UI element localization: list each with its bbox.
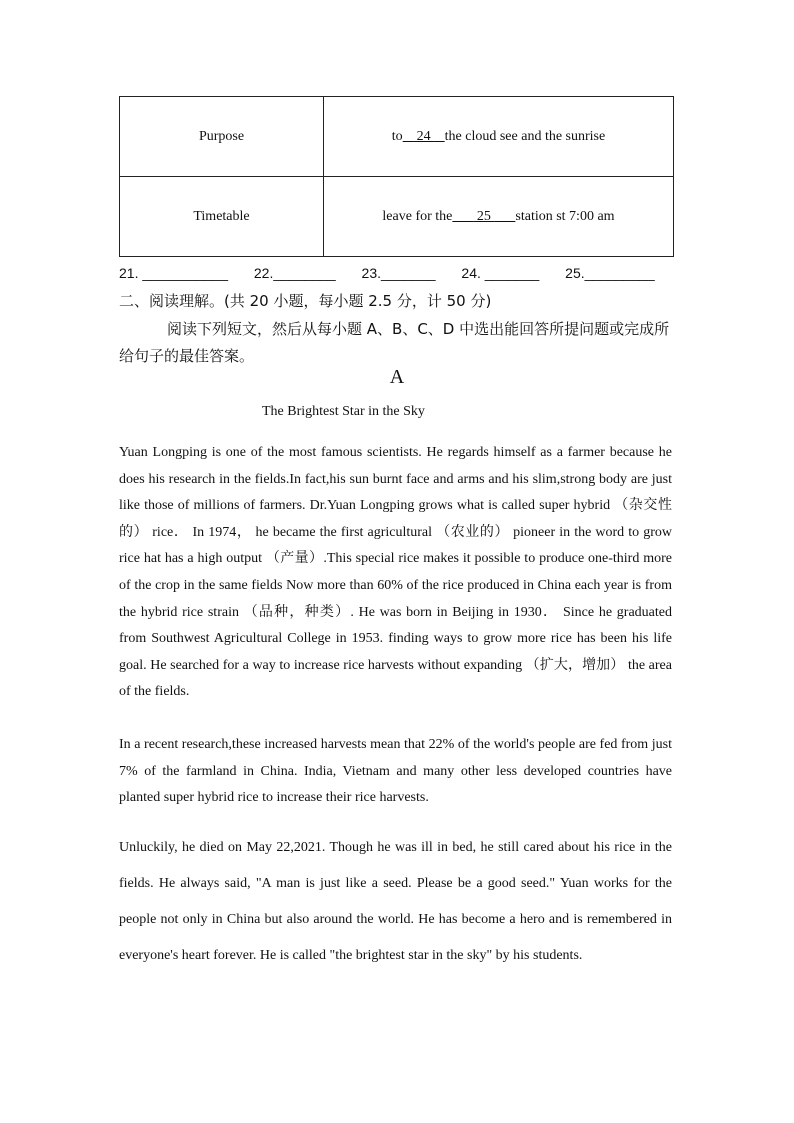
blank-25: 25 — [473, 208, 495, 224]
value-before: to — [391, 128, 403, 144]
section-instructions: 阅读下列短文，然后从每小题 A、B、C、D 中选出能回答所提问题或完成所给句子的最佳答案。 — [119, 320, 670, 365]
article-title: The Brightest Star in the Sky — [262, 404, 425, 419]
value-after: the cloud see and the sunrise — [444, 128, 606, 144]
info-table — [119, 96, 674, 257]
row-label: Timetable — [120, 177, 324, 257]
answer-22: 22.________ — [253, 265, 336, 281]
answer-blanks — [119, 265, 679, 281]
row-label: Purpose — [120, 97, 324, 177]
article-paragraph-3: Unluckily, he died on May 22,2021. Though he was ill in bed, he still cared about his rice in the fields. He always said, "A man is just like a seed. Please be a good seed." Yuan works for the people not only in China but also around the world. He has become a hero and is remembered in everyone's heart forever. He is called "the brightest star in the sky" by his students. — [119, 840, 672, 963]
value-before: leave for the — [382, 208, 453, 224]
table-row — [120, 97, 674, 177]
section-title: 二、阅读理解。(共 20 小题，每小题 2.5 分，计 50 分) — [119, 292, 492, 310]
answer-23: 23._______ — [361, 265, 436, 281]
table-row — [120, 177, 674, 257]
row-value — [324, 177, 674, 257]
answer-24: 24. _______ — [461, 265, 540, 281]
article-paragraph-1: Yuan Longping is one of the most famous scientists. He regards himself as a farmer because he does his research in the fields.In fact,his sun burnt face and arms and his slim,strong body are just like those of millions of farmers. Dr.Yuan Longping grows what is called super hybrid （杂交性的） rice． In 1974， he became the first agricultural （农业的） pioneer in the word to grow rice hat has a high output （产量）.This special rice makes it possible to produce one-third more of the crop in the same fields Now more than 60% of the rice produced in China each year is from the hybrid rice strain （品种，种类）. He was born in Beijing in 1930． Since he graduated from Southwest Agricultural College in 1953. finding ways to grow more rice has been his life goal. He searched for a way to increase rice harvests without expanding （扩大，增加） the area of the fields. — [119, 445, 672, 700]
value-after: station st 7:00 am — [515, 208, 615, 224]
article-paragraph-2: In a recent research,these increased harvests mean that 22% of the world's people are fed from just 7% of the farmland in China. India, Vietnam and many other less developed countries have planted super hybrid rice to increase their rice harvests. — [119, 737, 672, 806]
blank-24: 24 — [413, 128, 435, 144]
row-value — [324, 97, 674, 177]
part-letter: A — [389, 366, 405, 388]
answer-21: 21. ___________ — [119, 265, 228, 281]
answer-25: 25._________ — [565, 265, 655, 281]
